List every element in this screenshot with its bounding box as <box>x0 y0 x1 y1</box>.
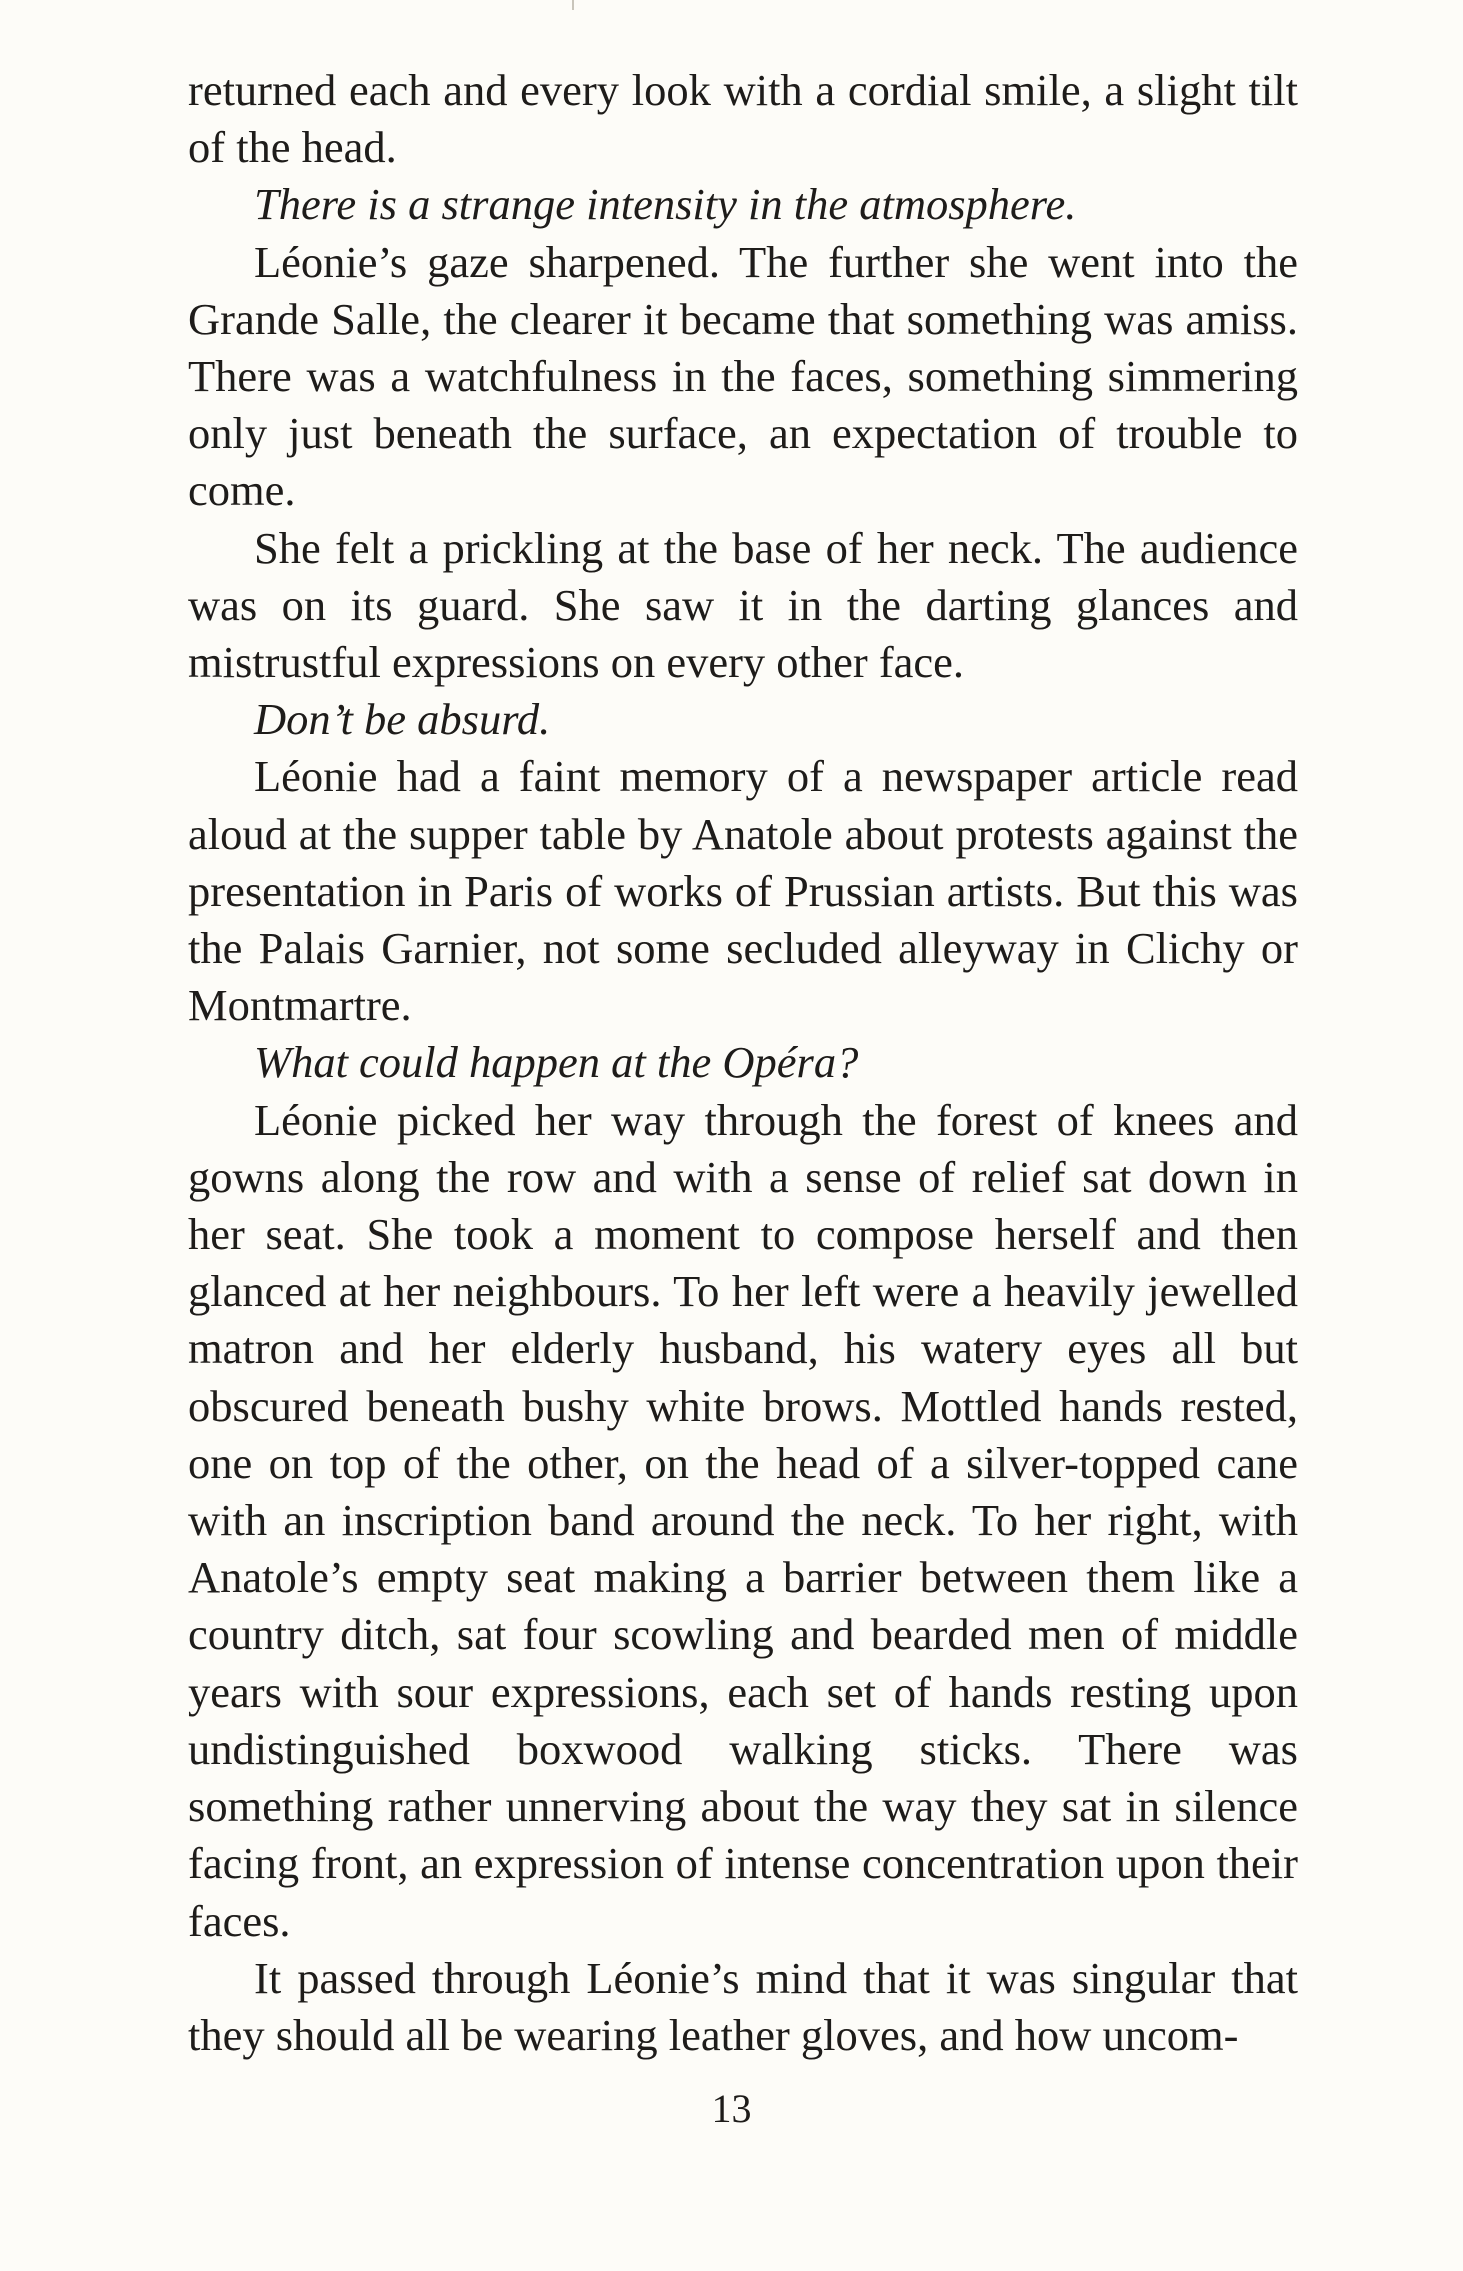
paragraph-italic-thought: Don’t be absurd. <box>254 694 551 745</box>
paragraph-continuation: returned each and every look with a cordial smile, a slight tilt of the head. <box>188 65 1298 173</box>
paragraph-italic-thought: What could happen at the Opéra? <box>254 1037 859 1088</box>
paragraph: Léonie had a faint memory of a newspaper article read aloud at the supper table by Anatole about protests against the presentation in Paris of works of Prussian artists. But this was the Palais Garnier, not some secluded alleyway in Clichy or Montmartre. <box>188 751 1298 1031</box>
paragraph: She felt a prickling at the base of her neck. The audience was on its guard. She saw it in the darting glances and mistrustful expressions on every other face. <box>188 522 1298 688</box>
body-text <box>188 62 1298 2064</box>
scan-blemish <box>572 0 574 10</box>
paragraph: It passed through Léonie’s mind that it was singular that they should all be wearing leather gloves, and how uncom- <box>188 1952 1298 2060</box>
page-number: 13 <box>711 2086 752 2131</box>
paragraph-italic-thought: There is a strange intensity in the atmosphere. <box>254 179 1077 230</box>
paragraph: Léonie picked her way through the forest of knees and gowns along the row and with a sense of relief sat down in her seat. She took a moment to compose herself and then glanced at her neighbours. To her left were a heavily jewelled matron and her elderly husband, his watery eyes all but obscured beneath bushy white brows. Mottled hands rested, one on top of the other, on the head of a silver-topped cane with an inscription band around the neck. To her right, with Anatole’s empty seat making a barrier between them like a country ditch, sat four scowling and bearded men of middle years with sour expressions, each set of hands resting upon undistinguished boxwood walking sticks. There was something rather unnerving about the way they sat in silence facing front, an expression of intense concentration upon their faces. <box>188 1094 1298 1946</box>
paragraph: Léonie’s gaze sharpened. The further she went into the Grande Salle, the clearer it became that something was amiss. There was a watchfulness in the faces, something simmering only just beneath the surface, an expectation of trouble to come. <box>188 236 1298 516</box>
